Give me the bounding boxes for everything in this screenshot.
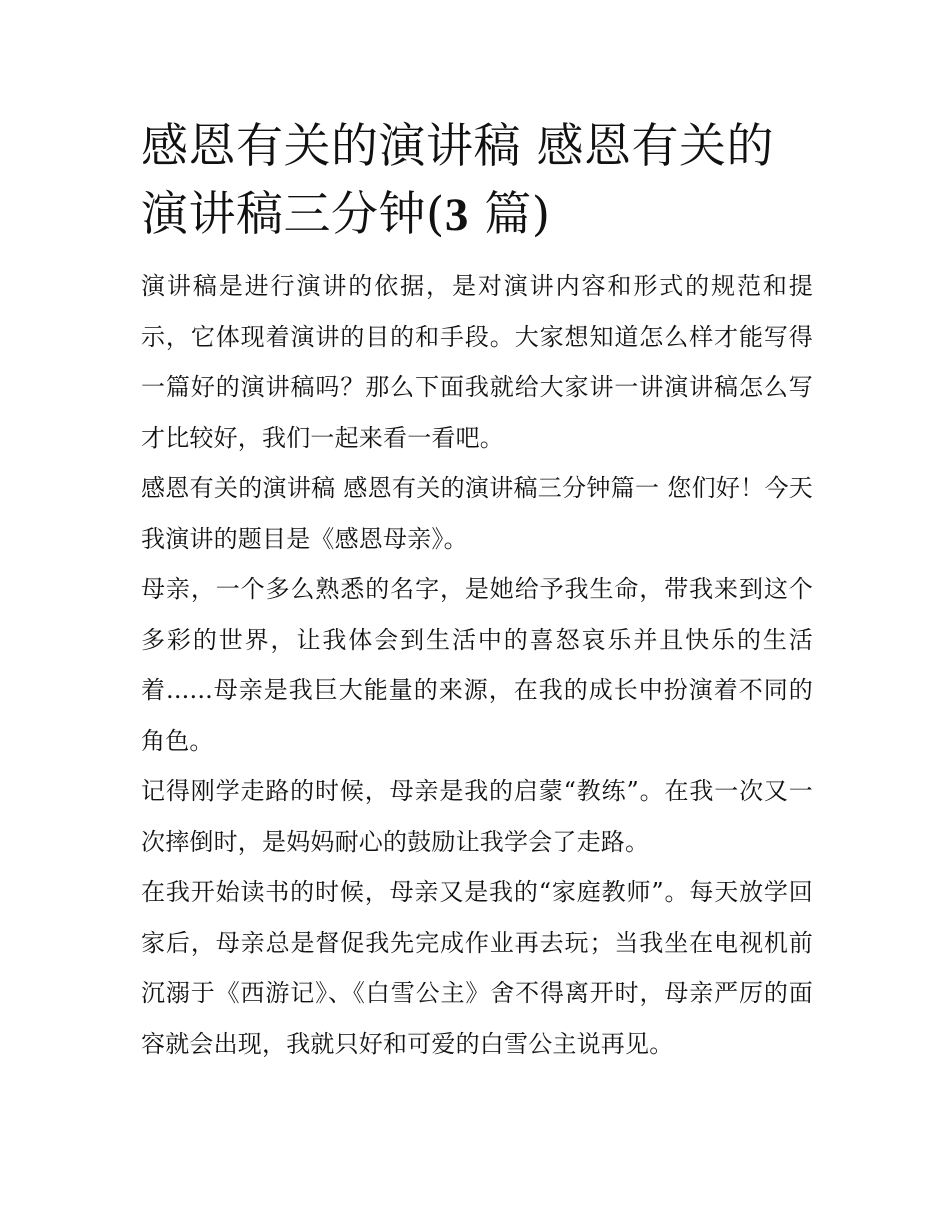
paragraph-intro: 演讲稿是进行演讲的依据，是对演讲内容和形式的规范和提示，它体现着演讲的目的和手段。大家想知道怎么样才能写得一篇好的演讲稿吗？那么下面我就给大家讲一讲演讲稿怎么写才比较好，我们一起来看一看吧。 <box>141 272 813 452</box>
paragraph-walking: 记得刚学走路的时候，母亲是我的启蒙“教练”。在我一次又一次摔倒时，是妈妈耐心的鼓励让我学会了走路。 <box>141 777 813 856</box>
paragraph-teacher: 在我开始读书的时候，母亲又是我的“家庭教师”。每天放学回家后，母亲总是督促我先完成作业再去玩；当我坐在电视机前沉溺于《西游记》、《白雪公主》舍不得离开时，母亲严厉的面容就会出现，我就只好和可爱的白雪公主说再见。 <box>141 878 813 1058</box>
paragraph-mother: 母亲，一个多么熟悉的名字，是她给予我生命，带我来到这个多彩的世界，让我体会到生活中的喜怒哀乐并且快乐的生活着......母亲是我巨大能量的来源，在我的成长中扮演着不同的角色。 <box>141 575 813 755</box>
document-title <box>141 113 813 249</box>
title-number: 3 <box>444 189 469 241</box>
title-text-part1: 感恩有关的演讲稿 感恩有关的演讲稿三分钟( <box>141 119 774 242</box>
document-page <box>141 113 813 1069</box>
paragraph-greeting: 感恩有关的演讲稿 感恩有关的演讲稿三分钟篇一 您们好！今天我演讲的题目是《感恩母亲》。 <box>141 474 813 553</box>
title-text-part2: 篇) <box>468 187 551 242</box>
